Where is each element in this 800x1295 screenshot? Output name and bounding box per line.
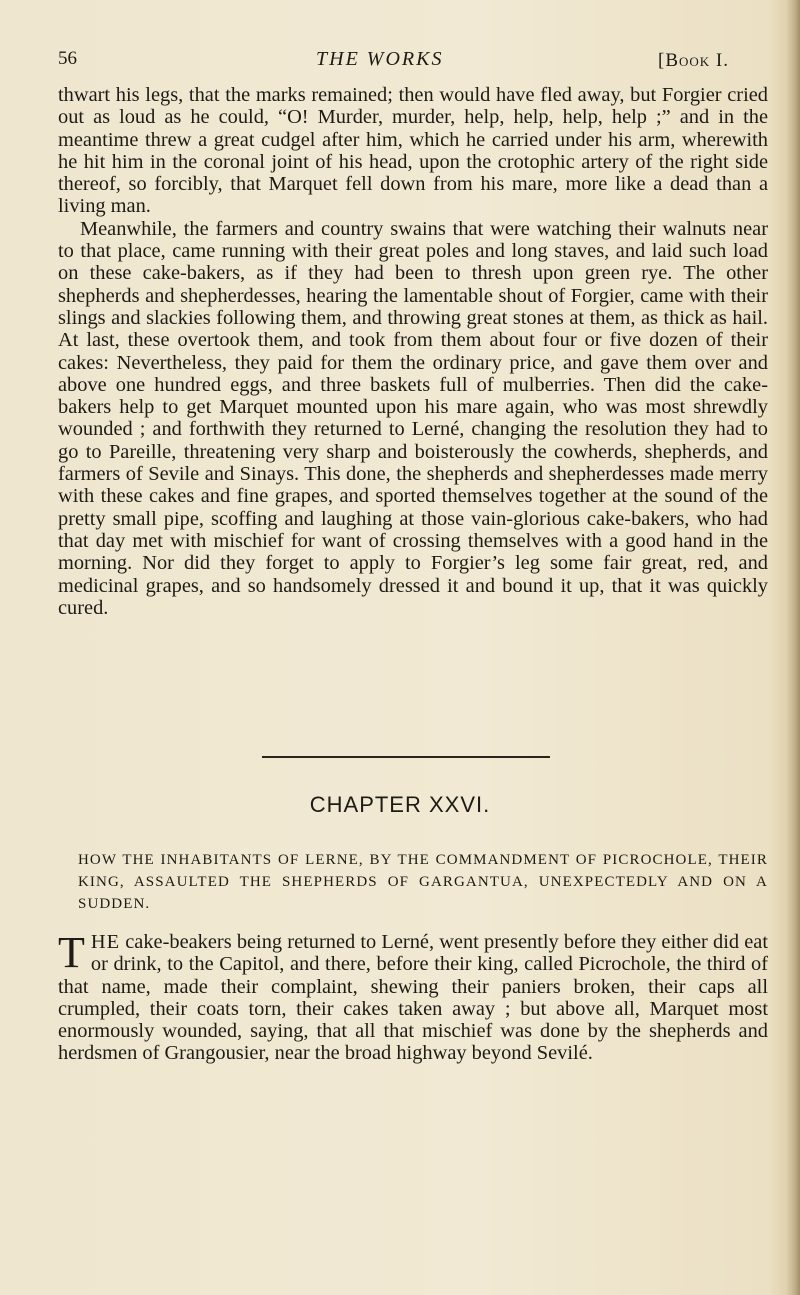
section-divider	[262, 756, 550, 758]
page-edge-shadow	[786, 0, 800, 1295]
body-text	[58, 84, 768, 619]
paragraph-1: thwart his legs, that the marks remained; then would have fled away, but Forgier cried out as loud as he could, “O! Murder, murder, help, help, help, help ;” and in the meantime threw a great cudgel after him, which he carried under his arm, wherewith he hit him in the coronal joint of his head, upon the crotophic artery of the right side thereof, so forcibly, that Marquet fell down from his mare, more like a dead than a living man.	[58, 84, 768, 218]
chapter-heading: CHAPTER XXVI.	[309, 792, 491, 817]
chapter-summary: HOW THE INHABITANTS OF LERNE, BY THE COMMANDMENT OF PICROCHOLE, THEIR KING, ASSAULTED THE SHEPHERDS OF GARGANTUA, UNEXPECTEDLY AND ON A SUDDEN.	[78, 852, 768, 913]
running-header	[58, 40, 768, 74]
chapter-body	[58, 928, 768, 1065]
running-title: THE WORKS	[316, 48, 444, 70]
first-word-rest: HE	[90, 931, 121, 953]
chapter-text: cake-beakers being returned to Lerné, went presently before they either did eat or drink, to the Capitol, and there, before their king, called Picrochole, the third of that name, made their complaint, shewing their paniers broken, their caps all crumpled, their coats torn, their cakes taken away ; but above all, Marquet most enormously wounded, saying, that all that mischief was done by the shepherds and herdsmen of Grangousier, near the broad highway beyond Sevilé.	[58, 931, 768, 1065]
paragraph-2: Meanwhile, the farmers and country swains that were watching their walnuts near to that place, came running with their great poles and long staves, and laid such load on these cake-bakers, as if they had been to thresh upon green rye. The other shepherds and shepherdesses, hearing the lamentable shout of Forgier, came with their slings and slackies following them, and throwing great stones at them, as thick as hail. At last, these overtook them, and took from them about four or five dozen of their cakes: Nevertheless, they paid for them the ordinary price, and gave them over and above one hundred eggs, and three baskets full of mulberries. Then did the cake-bakers help to get Marquet mounted upon his mare again, who was most shrewdly wounded ; and forthwith they returned to Lerné, changing the resolution they had to go to Pareille, threatening very sharp and boisterously the cowherds, shepherds, and farmers of Sevile and Sinays. This done, the shepherds and shepherdesses made merry with these cakes and fine grapes, and sported themselves together at the sound of the pretty small pipe, scoffing and laughing at those vain-glorious cake-bakers, who had that day met with mischief for want of crossing themselves with a good hand in the morning. Nor did they forget to apply to Forgier’s leg some fair great, red, and medicinal grapes, and so handsomely dressed it and bound it up, that it was quickly cured.	[58, 217, 768, 619]
page-number: 56	[58, 48, 77, 69]
drop-cap: T	[58, 928, 85, 977]
book-label: [Book I.	[658, 50, 729, 71]
